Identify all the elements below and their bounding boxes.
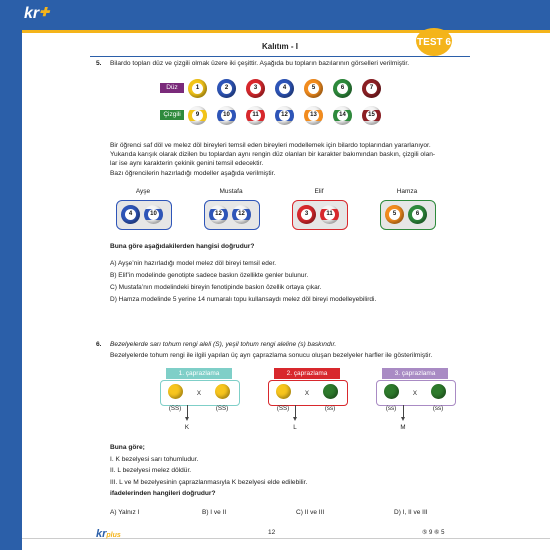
cross-symbol: X — [196, 390, 202, 397]
plain-ball — [304, 79, 323, 98]
arrow-head — [185, 417, 189, 421]
footer-answer-key: ⑤ 9 ⑥ 5 — [422, 530, 445, 536]
plain-ball — [246, 79, 265, 98]
arrow-line — [403, 405, 404, 417]
ball-number: 11 — [324, 209, 335, 220]
q5-para-4: Bazı öğrencilerin hazırladığı modeller aşağıda verilmiştir. — [110, 170, 276, 177]
model-ball — [408, 205, 427, 224]
q6-option-d[interactable]: D) I, II ve III — [394, 509, 428, 516]
q5-para-3: lar ise aynı karakterin çekinik genini temsil edecektir. — [110, 160, 264, 167]
genotype-label: (SS) — [215, 405, 229, 412]
left-side-bar — [0, 0, 22, 550]
brand-logo: kr✚ — [24, 5, 50, 22]
q6-question-head: Buna göre; — [110, 444, 145, 451]
striped-ball — [246, 106, 265, 125]
ball-number: 4 — [279, 83, 290, 94]
striped-row-label: Çizgili — [160, 110, 184, 120]
q5-option-d[interactable]: D) Hamza modelinde 5 yerine 14 numaralı topu kullansaydı melez döl bireyi modelleyebilirdi. — [110, 296, 377, 303]
plain-ball — [217, 79, 236, 98]
ball-number: 9 — [192, 110, 203, 121]
plain-ball — [362, 79, 381, 98]
ball-number: 14 — [337, 110, 348, 121]
pea-seed — [168, 384, 183, 399]
striped-ball — [362, 106, 381, 125]
ball-number: 10 — [148, 209, 159, 220]
model-ball — [297, 205, 316, 224]
q6-option-a[interactable]: A) Yalnız I — [110, 509, 140, 516]
ball-number: 5 — [389, 209, 400, 220]
q5-intro: Bilardo topları düz ve çizgili olmak üzere iki çeşittir. Aşağıda bu topların bazılarının görselleri verilmiştir. — [110, 60, 410, 67]
q5-option-c[interactable]: C) Mustafa’nın modelindeki bireyin fenotipinde baskın özellik ortaya çıkar. — [110, 284, 322, 291]
q6-question: ifadelerinden hangileri doğrudur? — [110, 490, 216, 497]
striped-ball — [275, 106, 294, 125]
pea-seed — [431, 384, 446, 399]
genotype-label: (SS) — [276, 405, 290, 412]
ball-number: 6 — [412, 209, 423, 220]
ball-number: 10 — [221, 110, 232, 121]
ball-number: 2 — [221, 83, 232, 94]
section-title: Kalıtım - I — [261, 42, 298, 51]
offspring-label: L — [293, 424, 297, 431]
ball-number: 6 — [337, 83, 348, 94]
test-badge: TEST 6 — [416, 28, 452, 56]
ball-number: 5 — [308, 83, 319, 94]
cross-symbol: X — [304, 390, 310, 397]
arrow-line — [187, 405, 188, 417]
ball-number: 3 — [250, 83, 261, 94]
q5-option-a[interactable]: A) Ayşe’nin hazırladığı model melez döl bireyi temsil eder. — [110, 260, 277, 267]
arrow-head — [401, 417, 405, 421]
cross-symbol: X — [412, 390, 418, 397]
ball-number: 13 — [308, 110, 319, 121]
model-ball — [209, 205, 228, 224]
pea-seed — [215, 384, 230, 399]
ball-number: 4 — [125, 209, 136, 220]
arrow-head — [293, 417, 297, 421]
q6-number: 6. — [96, 341, 102, 348]
q5-para-2: Yukarıda karışık olarak dizilen bu toplardan aynı rengin düz olanları bir karakter bakımından baskın, çizgili olan- — [110, 151, 436, 158]
offspring-label: K — [184, 424, 190, 431]
q5-number: 5. — [96, 60, 102, 67]
q6-statement-2: II. L bezelyesi melez döldür. — [110, 467, 192, 474]
q5-option-b[interactable]: B) Elif’in modelinde genotipte sadece baskın özellikte genler bulunur. — [110, 272, 309, 279]
ball-number: 11 — [250, 110, 261, 121]
ball-number: 7 — [366, 83, 377, 94]
q5-question: Buna göre aşağıdakilerden hangisi doğrudur? — [110, 243, 255, 250]
striped-ball — [217, 106, 236, 125]
model-ball — [121, 205, 140, 224]
offspring-label: M — [400, 424, 406, 431]
page-number: 12 — [268, 529, 276, 536]
cross-label: 2. çaprazlama — [274, 368, 340, 379]
plain-ball — [188, 79, 207, 98]
ball-number: 12 — [279, 110, 290, 121]
cross-label: 1. çaprazlama — [166, 368, 232, 379]
student-name: Mustafa — [219, 188, 243, 195]
pea-seed — [323, 384, 338, 399]
arrow-line — [295, 405, 296, 417]
page-header — [22, 0, 550, 33]
ball-number: 12 — [236, 209, 247, 220]
pea-seed — [276, 384, 291, 399]
pea-seed — [384, 384, 399, 399]
genotype-label: (ss) — [432, 405, 444, 412]
model-ball — [144, 205, 163, 224]
ball-number: 1 — [192, 83, 203, 94]
model-ball — [385, 205, 404, 224]
plain-ball — [333, 79, 352, 98]
plain-ball — [275, 79, 294, 98]
striped-ball — [333, 106, 352, 125]
title-divider — [90, 56, 470, 57]
striped-ball — [304, 106, 323, 125]
q6-option-b[interactable]: B) I ve II — [202, 509, 227, 516]
ball-number: 3 — [301, 209, 312, 220]
model-ball — [232, 205, 251, 224]
footer-logo: krplus — [96, 528, 121, 540]
student-name: Ayşe — [135, 188, 151, 195]
q6-intro: Bezelyelerde sarı tohum rengi aleli (S), yeşil tohum rengi aleline (s) baskındır. — [110, 341, 337, 348]
ball-number: 12 — [213, 209, 224, 220]
cross-label: 3. çaprazlama — [382, 368, 448, 379]
striped-ball — [188, 106, 207, 125]
q5-para-1: Bir öğrenci saf döl ve melez döl bireyleri temsil eden bireyleri modellemek için bilardo toplarından yararlanıyor. — [110, 142, 431, 149]
plain-row-label: Düz — [160, 83, 184, 93]
q6-statement-3: III. L ve M bezelyesinin çaprazlanmasıyla K bezelyesi elde edilebilir. — [110, 479, 308, 486]
q6-statement-1: I. K bezelyesi sarı tohumludur. — [110, 456, 199, 463]
q6-option-c[interactable]: C) II ve III — [296, 509, 325, 516]
genotype-label: (SS) — [168, 405, 182, 412]
genotype-label: (ss) — [324, 405, 336, 412]
student-name: Elif — [314, 188, 324, 195]
q6-intro-2: Bezelyelerde tohum rengi ile ilgili yapılan üç ayrı çaprazlama sonucu oluşan bezelyeler harfler ile gösterilmiştir. — [110, 352, 433, 359]
model-ball — [320, 205, 339, 224]
genotype-label: (ss) — [385, 405, 397, 412]
student-name: Hamza — [396, 188, 418, 195]
ball-number: 15 — [366, 110, 377, 121]
